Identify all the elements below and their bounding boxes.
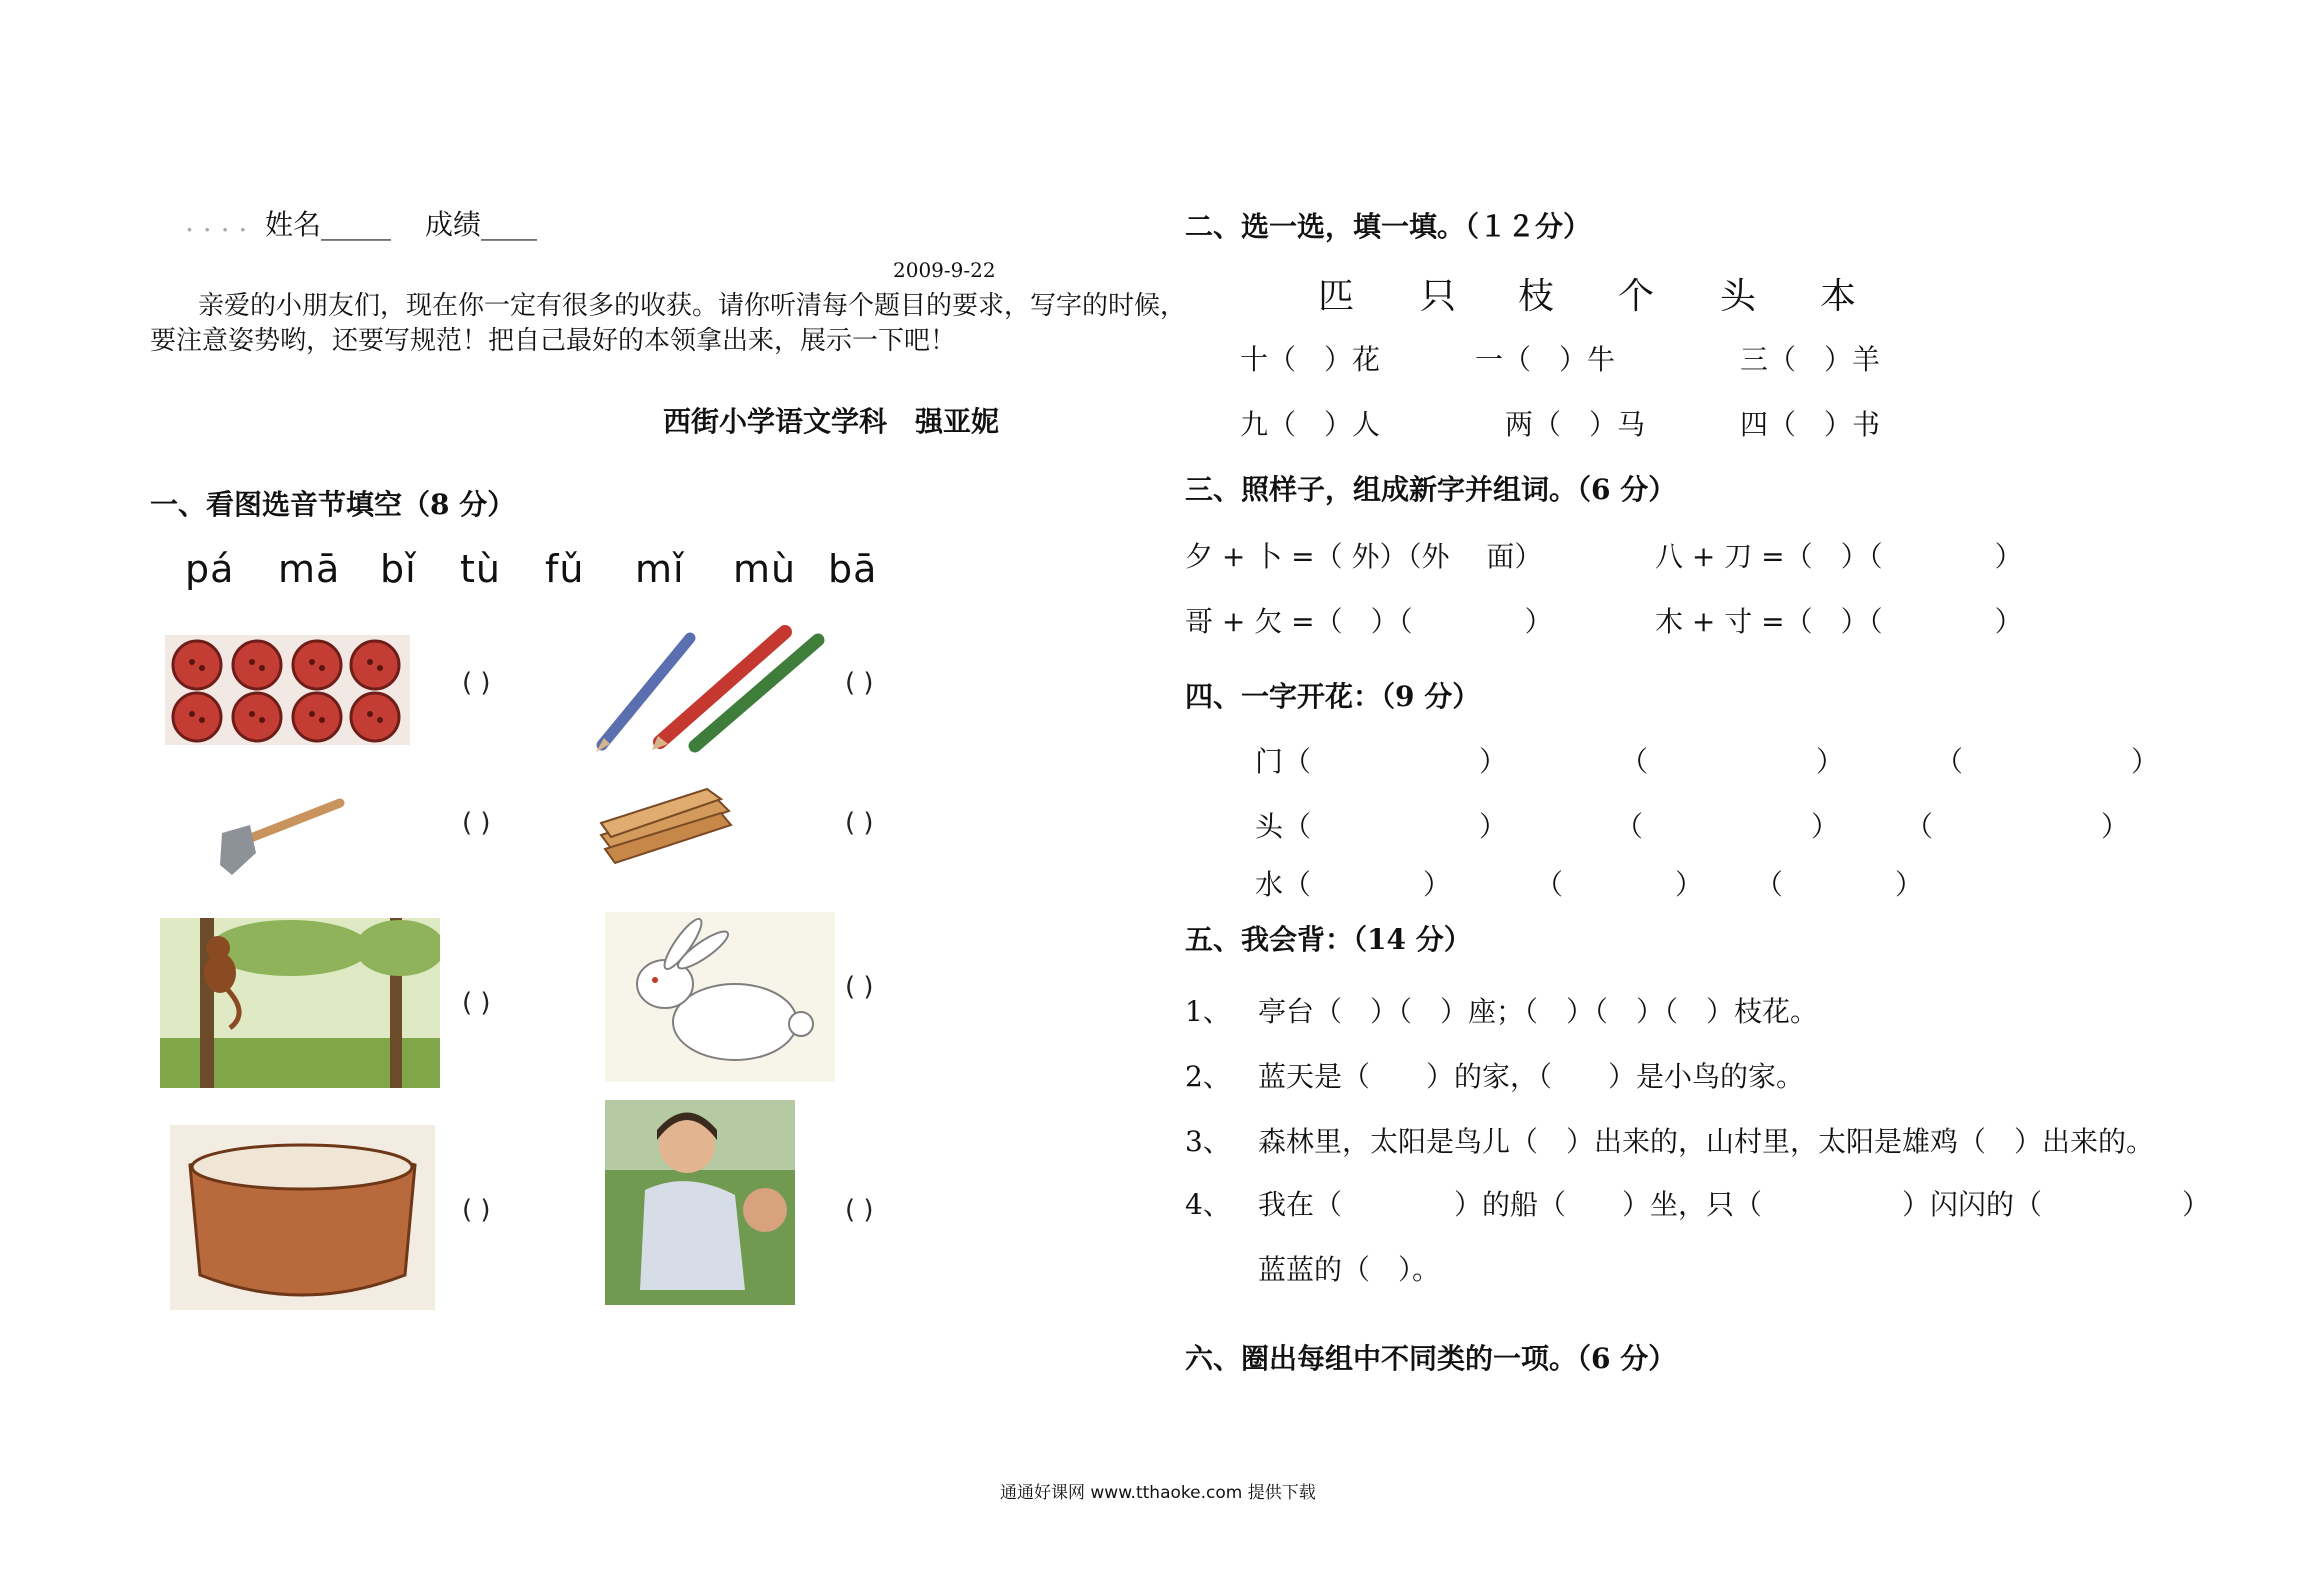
pinyin-7: bā — [828, 547, 878, 591]
word-bloom-3-c[interactable]: （ ） — [1755, 868, 1924, 901]
pinyin-5: mǐ — [635, 547, 685, 591]
word-bloom-2-b[interactable]: （ ） — [1615, 810, 1840, 843]
author-line: 西街小学语文学科 强亚妮 — [663, 405, 1000, 438]
wood-picture — [597, 785, 737, 870]
footer-text: 通通好课网 www.tthaoke.com 提供下载 — [1000, 1483, 1316, 1503]
measure-2[interactable]: 一（ ）牛 — [1475, 343, 1616, 376]
section3-title: 三、照样子，组成新字并组词。（6 分） — [1185, 473, 1677, 506]
rabbit-picture — [605, 912, 835, 1082]
score-field[interactable]: 成绩____ — [425, 208, 538, 241]
measure-1[interactable]: 十（ ）花 — [1240, 343, 1381, 376]
section5-title: 五、我会背：（14 分） — [1185, 923, 1472, 956]
answer-blank-5[interactable]: ( ) — [462, 988, 491, 1018]
compose-item-1[interactable]: 八 + 刀 =（ ）（ ） — [1655, 540, 2023, 573]
pencils-picture — [590, 620, 830, 755]
word-bloom-2-a[interactable]: 头（ ） — [1255, 810, 1508, 843]
pinyin-4: fǔ — [545, 547, 585, 591]
section4-title: 四、一字开花：（9 分） — [1185, 680, 1481, 713]
option-2: 枝 — [1518, 276, 1555, 317]
pinyin-6: mù — [733, 547, 797, 591]
answer-blank-8[interactable]: ( ) — [845, 1195, 874, 1225]
option-5: 本 — [1820, 276, 1857, 317]
mother-picture — [605, 1100, 795, 1305]
word-bloom-3-b[interactable]: （ ） — [1535, 868, 1704, 901]
compose-example: 夕 + 卜 =（ 外）（外 面） — [1185, 540, 1543, 573]
section6-title: 六、圈出每组中不同类的一项。（6 分） — [1185, 1342, 1677, 1375]
recite-item-1[interactable]: 亭台（ ）（ ）座；（ ）（ ）（ ）枝花。 — [1258, 995, 1819, 1028]
axe-picture — [210, 795, 350, 880]
measure-5[interactable]: 两（ ）马 — [1505, 408, 1646, 441]
word-bloom-1-b[interactable]: （ ） — [1620, 745, 1845, 778]
option-1: 只 — [1420, 276, 1457, 317]
option-0: 匹 — [1318, 276, 1355, 317]
word-bloom-1-c[interactable]: （ ） — [1935, 745, 2160, 778]
measure-4[interactable]: 九（ ）人 — [1240, 408, 1381, 441]
word-bloom-1-a[interactable]: 门（ ） — [1255, 745, 1508, 778]
recite-item-4[interactable]: 我在（ ）的船（ ）坐，只（ ）闪闪的（ ） — [1258, 1188, 2211, 1221]
word-bloom-2-c[interactable]: （ ） — [1905, 810, 2130, 843]
recite-num-1: 1、 — [1185, 995, 1231, 1028]
answer-blank-2[interactable]: ( ) — [845, 668, 874, 698]
recite-num-4: 4、 — [1185, 1188, 1231, 1221]
date: 2009-9-22 — [893, 258, 996, 282]
section2-title: 二、选一选，填一填。（１２分） — [1185, 210, 1592, 243]
answer-blank-6[interactable]: ( ) — [845, 972, 874, 1002]
option-3: 个 — [1618, 276, 1655, 317]
word-bloom-3-a[interactable]: 水（ ） — [1255, 868, 1452, 901]
monkey-picture — [160, 918, 440, 1088]
name-field[interactable]: 姓名_____ — [265, 208, 392, 241]
buttons-picture — [165, 635, 410, 745]
section1-title: 一、看图选音节填空（8 分） — [150, 488, 516, 521]
recite-item-3[interactable]: 森林里，太阳是鸟儿（ ）出来的，山村里，太阳是雄鸡（ ）出来的。 — [1258, 1125, 2155, 1158]
compose-item-3[interactable]: 木 + 寸 =（ ）（ ） — [1655, 605, 2023, 638]
recite-num-3: 3、 — [1185, 1125, 1231, 1158]
recite-item-4-line2[interactable]: 蓝蓝的（ ）。 — [1258, 1253, 1441, 1286]
answer-blank-7[interactable]: ( ) — [462, 1195, 491, 1225]
recite-num-2: 2、 — [1185, 1060, 1231, 1093]
intro-line-1: 亲爱的小朋友们，现在你一定有很多的收获。请你听清每个题目的要求，写字的时候， — [198, 291, 1187, 321]
recite-item-2[interactable]: 蓝天是（ ）的家，（ ）是小鸟的家。 — [1258, 1060, 1805, 1093]
pinyin-1: mā — [278, 547, 341, 591]
measure-6[interactable]: 四（ ）书 — [1740, 408, 1881, 441]
compose-item-2[interactable]: 哥 + 欠 =（ ）（ ） — [1185, 605, 1553, 638]
dots-prefix: . . . . — [185, 205, 248, 238]
pinyin-2: bǐ — [380, 547, 417, 591]
intro-line-2: 要注意姿势哟，还要写规范！把自己最好的本领拿出来，展示一下吧！ — [150, 326, 957, 356]
pinyin-0: pá — [185, 547, 235, 591]
option-4: 头 — [1720, 276, 1757, 317]
answer-blank-3[interactable]: ( ) — [462, 808, 491, 838]
rice-sack-picture — [170, 1125, 435, 1310]
measure-3[interactable]: 三（ ）羊 — [1740, 343, 1881, 376]
pinyin-3: tù — [460, 547, 501, 591]
answer-blank-4[interactable]: ( ) — [845, 808, 874, 838]
answer-blank-1[interactable]: ( ) — [462, 668, 491, 698]
